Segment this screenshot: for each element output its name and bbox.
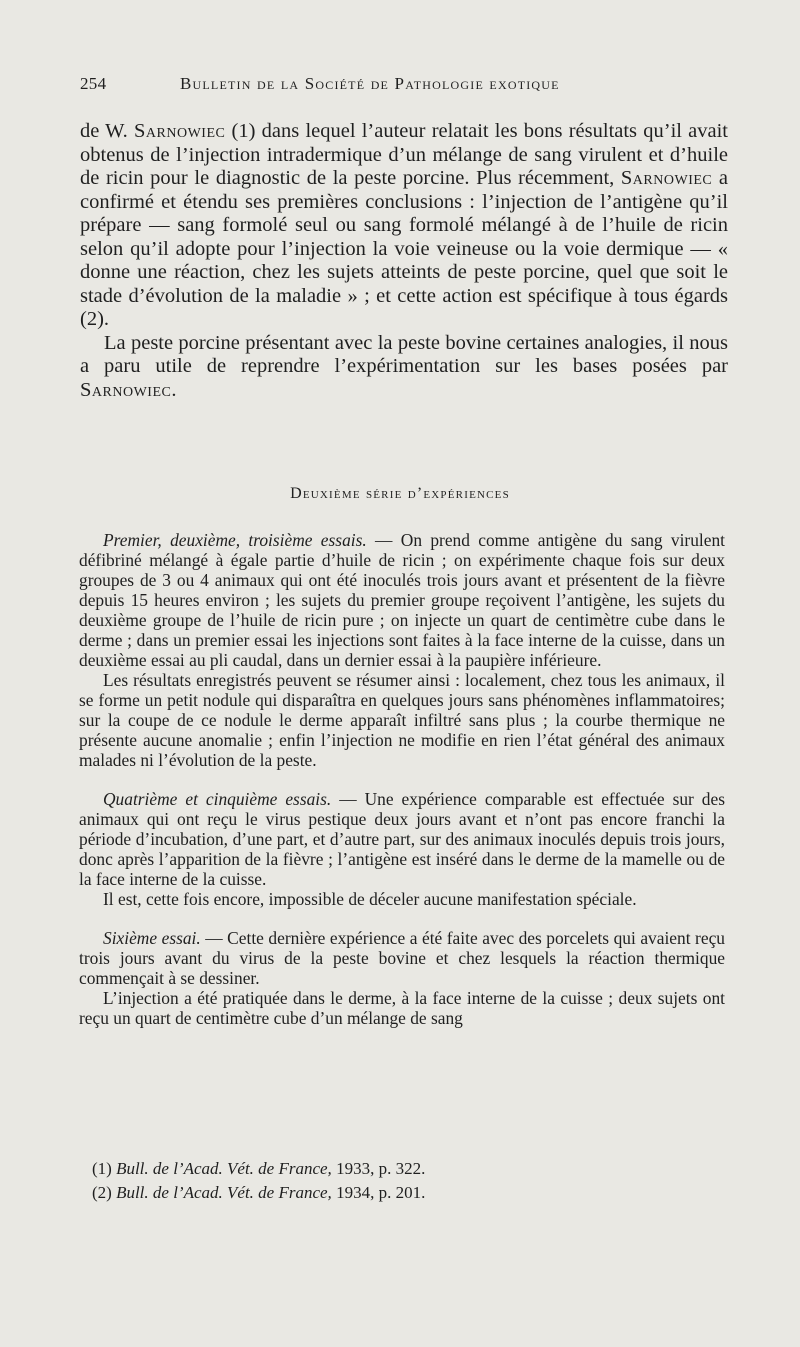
- paragraph: Premier, deuxième, troisième essais. — On prend comme antigène du sang virulent défibriné mélangé à égale partie d’huile de ricin ; on expérimente chaque fois sur deux groupes de 3 ou 4 animaux qui ont été inoculés trois jours avant et présentent de la fièvre depuis 15 heures environ ; les sujets du premier groupe reçoivent l’antigène, les sujets du deuxième groupe de l’huile de ricin pure ; on injecte un quart de centimètre cube dans le derme ; dans un premier essai les injections sont faites à la face interne de la cuisse, dans un deuxième essai au pli caudal, dans un dernier essai à la paupière inférieure.: [79, 530, 725, 670]
- intro-paragraph-1: de W. Sarnowiec (1) dans lequel l’auteur relatait les bons résultats qu’il avait obtenus de l’injection intradermique d’un mélange de sang virulent et d’huile de ricin pour le diagnostic de la peste porcine. Plus récemment, Sarnowiec a confirmé et étendu ses premières conclusions : l’injection de l’antigène qu’il prépare — sang formolé seul ou sang formolé mélangé à de l’huile de ricin selon qu’il adopte pour l’injection la voie veineuse ou la voie dermique — « donne une réaction, chez les sujets atteints de peste porcine, quel que soit le stade d’évolution de la maladie » ; et cette action est spécifique à tous égards (2).: [80, 120, 729, 330]
- paragraph: Les résultats enregistrés peuvent se résumer ainsi : localement, chez tous les animaux, il se forme un petit nodule qui disparaîtra en quelques jours sans phénomènes inflammatoires; sur la coupe de ce nodule le derme apparaît infiltré sans plus ; la courbe thermique ne présente aucune anomalie ; enfin l’injection ne modifie en rien l’état général des animaux malades ni l’évolution de la peste.: [79, 670, 725, 770]
- intro-paragraph-2: La peste porcine présentant avec la peste bovine certaines analogies, il nous a paru utile de reprendre l’expérimentation sur les bases posées par Sarnowiec.: [80, 331, 728, 401]
- author-name: Sarnowiec: [80, 378, 172, 401]
- footnotes: [92, 1157, 732, 1205]
- subsection-title: Sixième essai.: [103, 928, 201, 948]
- paragraph: L’injection a été pratiquée dans le derme, à la face interne de la cuisse ; deux sujets ont reçu un quart de centimètre cube d’un mélange de sang: [79, 988, 725, 1028]
- paragraph: Sixième essai. — Cette dernière expérience a été faite avec des porcelets qui avaient reçu trois jours avant du virus de la peste bovine et chez lesquels la réaction thermique commençait à se dessiner.: [79, 928, 725, 988]
- subsection-title: Premier, deuxième, troisième essais.: [103, 530, 367, 550]
- intro-text: [80, 120, 728, 402]
- paragraph: Il est, cette fois encore, impossible de déceler aucune manifestation spéciale.: [103, 889, 637, 909]
- author-name: Sarnowiec: [620, 167, 713, 189]
- paragraph: Quatrième et cinquième essais. — Une expérience comparable est effectuée sur des animaux qui ont reçu le virus pestique deux jours avant et n’ont pas encore franchi la période d’incubation, d’une part, et d’autre part, sur des animaux inoculés depuis trois jours, donc après l’apparition de la fièvre ; l’antigène est inséré dans le derme de la mamelle ou de la face interne de la cuisse.: [79, 789, 725, 889]
- page-number: 254: [80, 74, 107, 93]
- footnote: (2) Bull. de l’Acad. Vét. de France, 1934, p. 201.: [92, 1183, 426, 1202]
- experiments-text: [79, 530, 725, 1028]
- subsection-title: Quatrième et cinquième essais.: [103, 789, 332, 809]
- journal-title: Bulletin de la Société de Pathologie exotique: [180, 74, 560, 93]
- footnote: (1) Bull. de l’Acad. Vét. de France, 1933, p. 322.: [92, 1159, 426, 1178]
- author-name: Sarnowiec: [134, 120, 226, 142]
- section-title: Deuxième série d’expériences: [290, 485, 510, 502]
